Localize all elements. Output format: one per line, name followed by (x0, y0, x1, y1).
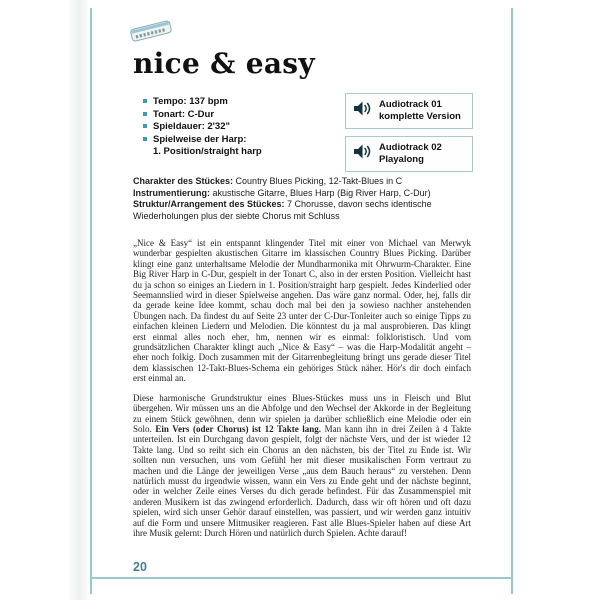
page-number: 20 (133, 560, 147, 574)
bullet-icon (143, 112, 147, 116)
paragraph-2-pre: Diese harmonische Grundstruktur eines Blues-Stückes muss uns in Fleisch und Blut übergehen. Wir müssen uns an die Abfolge und den Wechsel der Akkorde in der Begleitung zu einem Stück gewöhnen, denn wir spielen ja darüber schließlich eine Melodie oder ein Solo. (133, 392, 471, 434)
audiotrack-box-1 (345, 93, 473, 129)
audiotrack-label (379, 99, 461, 123)
piece-info-row-instrumentierung (133, 188, 471, 200)
spec-text: Tempo: 137 bpm (153, 96, 228, 107)
info-text: akustische Gitarre, Blues Harp (Big River Harp, C-Dur) (210, 187, 431, 198)
page-title: nice & easy (133, 47, 315, 80)
spec-text: Tonart: C-Dur (153, 108, 215, 120)
right-margin-rule (511, 8, 513, 594)
piece-info (133, 176, 471, 222)
audiotrack-subtitle: komplette Version (379, 111, 461, 122)
paragraph-1: „Nice & Easy“ ist ein entspannt klingender Titel mit einer von Michael van Merwyk wunderbar gespielten akustischen Gitarre im klassischen Country Blues Picking. Darüber klingt eine ganz unterhaltsame Melodie der Mundharmonika mit Ohrwurm-Charakter. Eine Big River Harp in C-Dur, gespielt in der Tonart C, also in der ersten Position. Vielleicht hast du ja schon so einiges an Liedern in 1. Position/straight harp gespielt. Jedes Kinderlied oder Seemannslied wird in dieser Spielweise angehen. Das wäre ganz normal. Oder, hej, falls dir da gerade keine Idee kommt, schau doch mal bei den ja sowieso nachher anstehenden Übungen nach. Da findest du auf Seite 23 unter der C-Dur-Tonleiter auch so einige Tipps zu einfachen kleinen Liedern und Melodien. Die könntest du ja mal ausprobieren. Das klingt erst einmal alles noch eher, hm, nennen wir es einmal: folkloristisch. Und vom grundsätzlichen Charakter klingt auch „Nice & Easy“ – was die Harp-Modalität angeht – eher noch folkig. Doch zusammen mit der Gitarrenbegleitung bringt uns gerade dieser Titel dem klassischen 12-Takt-Blues-Schema ein gehöriges Stück näher. Hör's dir doch einfach erst einmal an. (133, 238, 471, 384)
spec-item-tempo (143, 96, 262, 109)
spec-item-spieldauer (143, 121, 262, 134)
info-text: 7 Chorusse, davon sechs identische Wiederholungen plus der siebte Chorus mit Schluss (133, 199, 432, 221)
info-label: Charakter des Stückes: (133, 176, 234, 186)
bullet-icon (143, 137, 147, 141)
audiotrack-subtitle: Playalong (379, 154, 424, 165)
audiotrack-box-2 (345, 136, 473, 172)
page-edge-shadow (68, 0, 90, 600)
spec-item-tonart (143, 109, 262, 122)
paragraph-2 (133, 393, 471, 539)
paragraph-2-post: Man kann ihn in drei Zeilen à 4 Takte unterteilen. Ist ein Durchgang davon gespielt, folgt der nächste Vers, und der ist wieder 12 Takte lang. Und so reiht sich ein Chorus an den nächsten, bis der Titel zu Ende ist. Wir sollten nun versuchen, uns vom Gefühl her mit dieser musikalischen Form vertraut zu machen und die Länge der jeweiligen Verse „aus dem Bauch heraus“ zu verstehen. Denn natürlich musst du irgendwie wissen, wann ein Vers zu Ende geht und der nächste beginnt, oder in welcher Zeile eines Verses du dich gerade befindest. Für das Zusammenspiel mit anderen Musikern ist das zwingend erforderlich. Dadurch, dass wir oft hören und oft dazu spielen, wird sich unser Gehör darauf einstellen, was passiert, und wir werden ganz intuitiv auf die Form und unsere Mitmusiker reagieren. Fast alle Blues-Spieler haben auf diese Art ihre Musik gelernt: Durch Hören und natürlich durch Spielen. Achte darauf! (133, 423, 471, 538)
body-text (133, 238, 471, 547)
harmonica-icon (128, 16, 174, 51)
audiotrack-label (379, 142, 442, 166)
spec-list (143, 96, 262, 159)
spec-text: Spieldauer: 2'32" (153, 121, 230, 132)
bullet-icon (143, 99, 147, 103)
audiotrack-title: Audiotrack 02 (379, 142, 442, 153)
info-text: Country Blues Picking, 12-Takt-Blues in C (233, 176, 403, 186)
piece-info-row-struktur (133, 199, 471, 222)
info-label: Struktur/Arrangement des Stückes: (133, 199, 285, 210)
audiotrack-boxes (345, 93, 473, 179)
spec-item-spielweise (143, 134, 262, 159)
spec-text: Spielweise der Harp: (153, 133, 247, 145)
info-label: Instrumentierung: (133, 187, 211, 198)
left-margin-rule (90, 8, 92, 594)
audiotrack-title: Audiotrack 01 (379, 99, 442, 110)
footer-rule (90, 577, 513, 579)
bullet-icon (143, 124, 147, 128)
piece-info-row-charakter (133, 176, 471, 188)
spec-subtext: 1. Position/straight harp (153, 146, 262, 157)
speaker-icon (353, 100, 372, 122)
speaker-icon (353, 143, 372, 165)
paragraph-2-bold: Ein Vers (oder Chorus) ist 12 Takte lang. (155, 423, 322, 434)
